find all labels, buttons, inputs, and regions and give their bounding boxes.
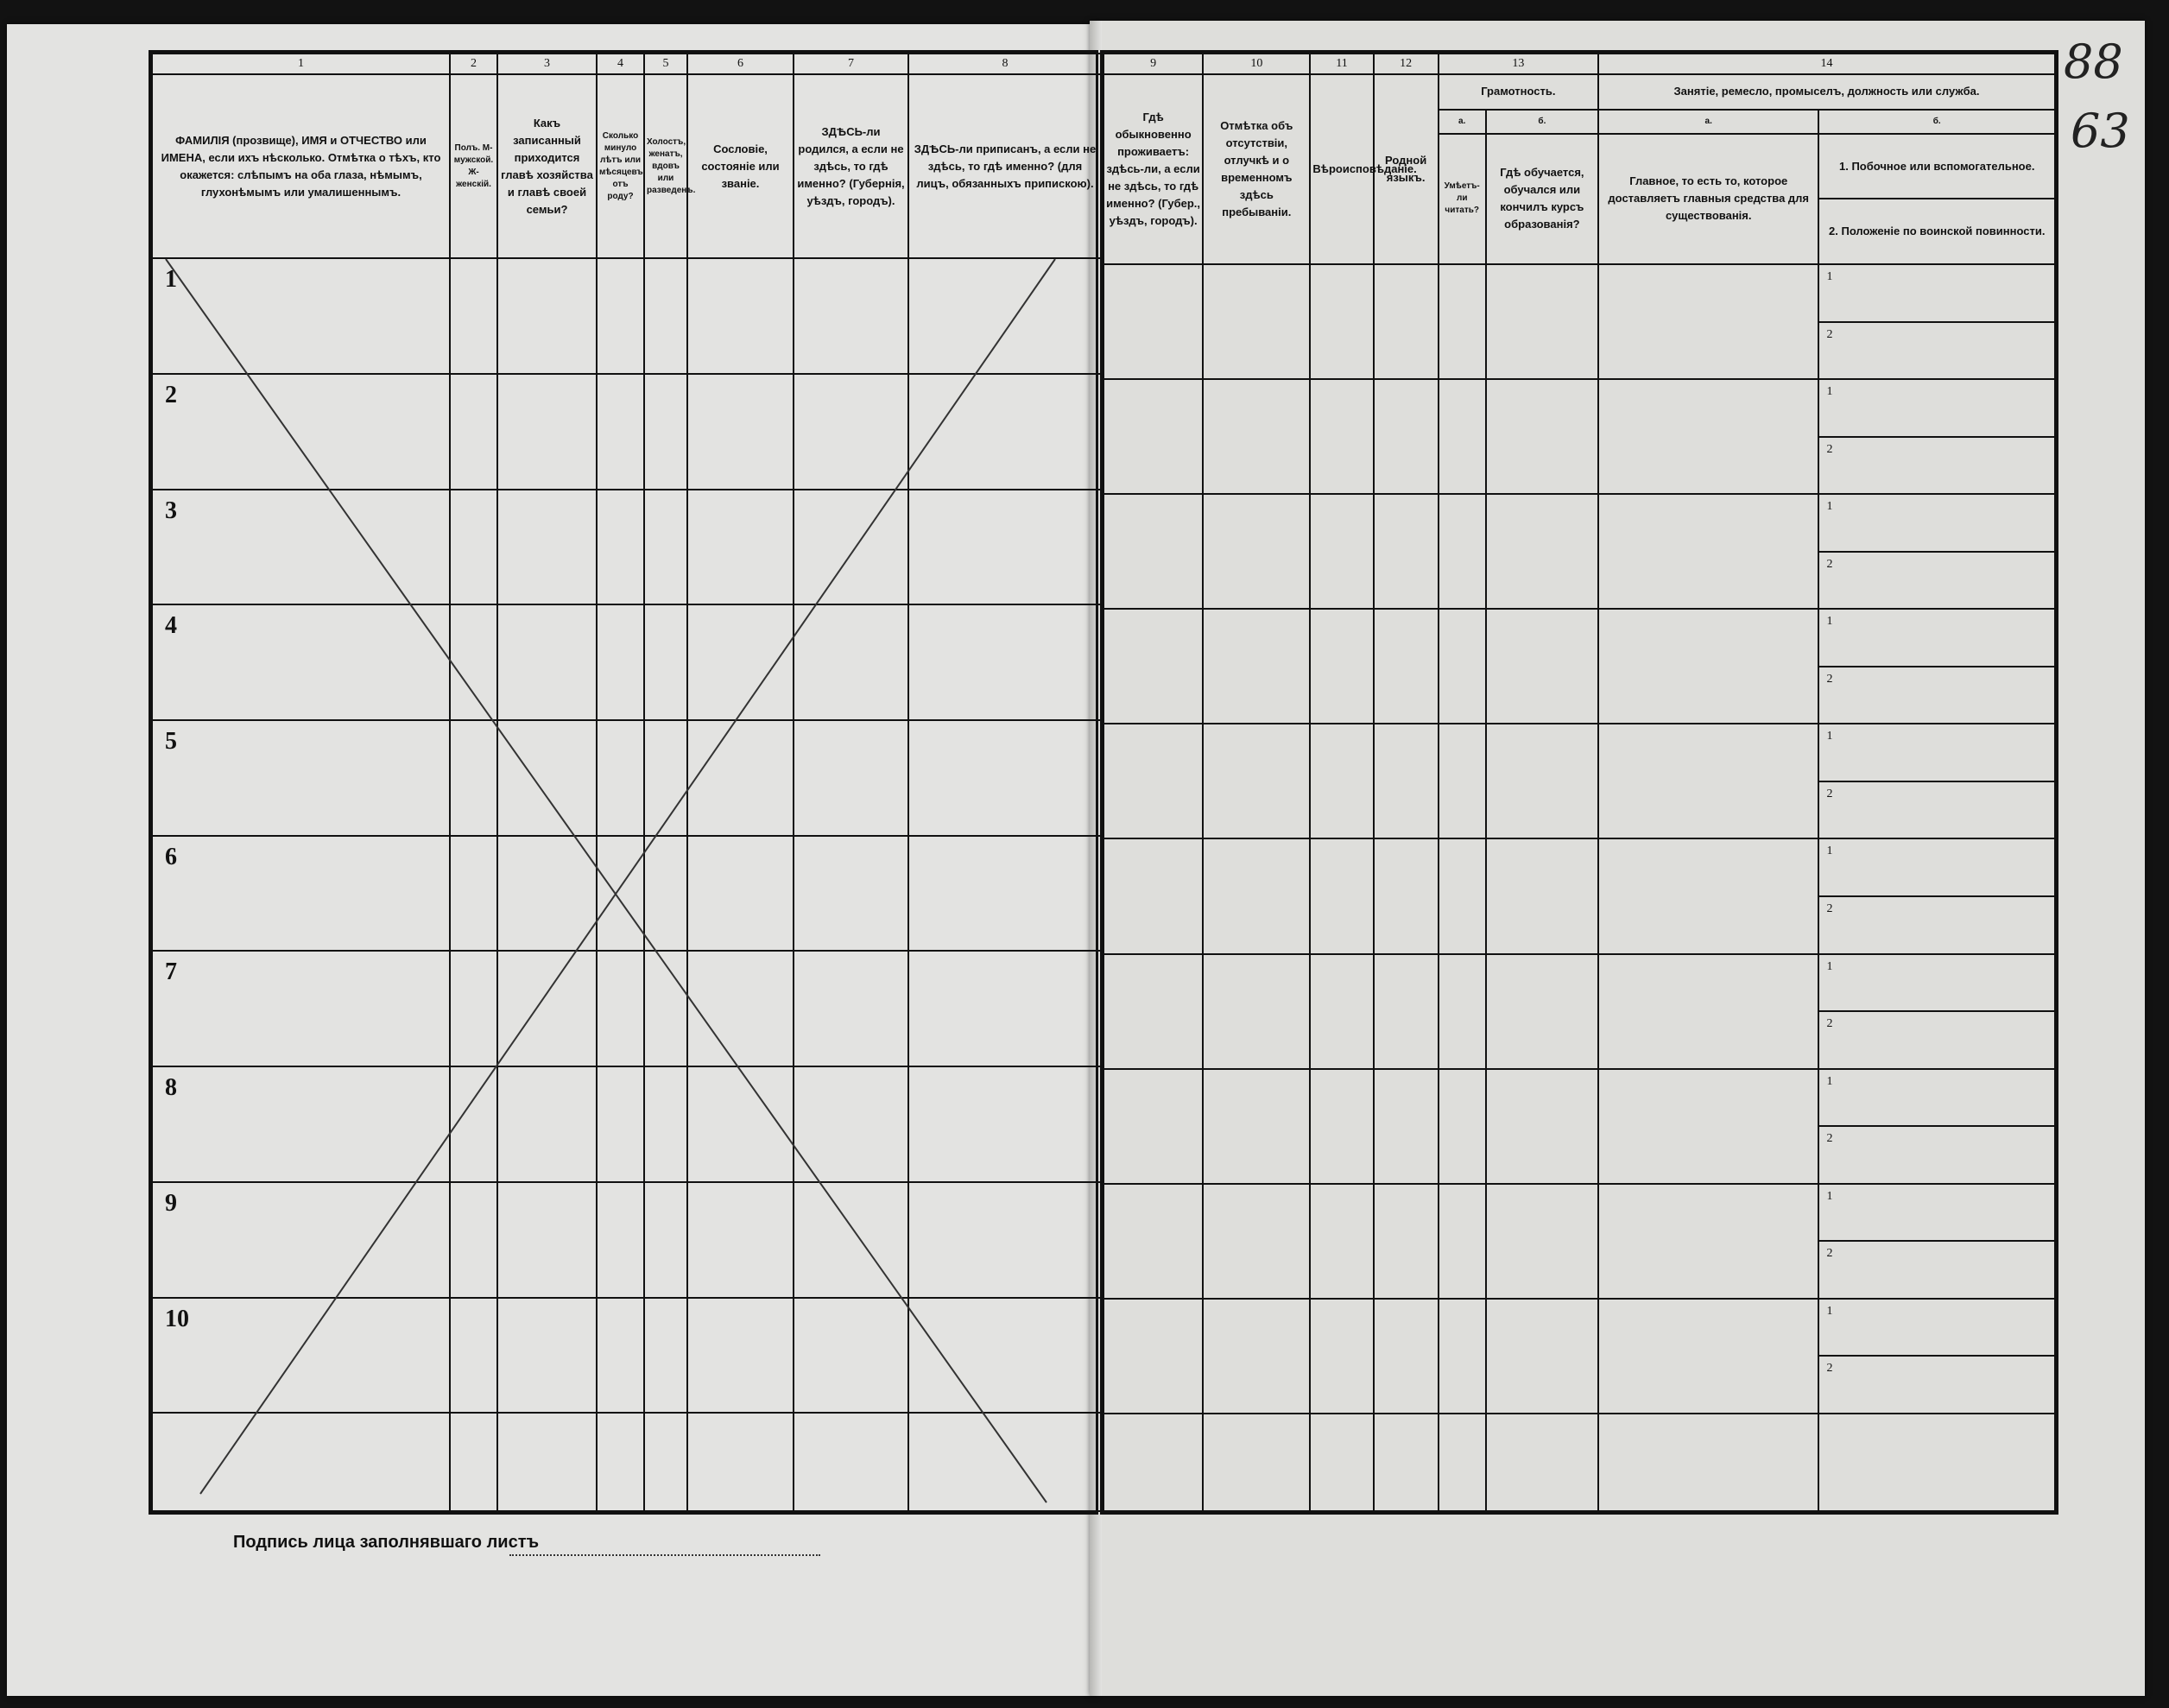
sub-label: 2 — [1826, 557, 1833, 571]
table-row — [1103, 1299, 2055, 1414]
header-name: ФАМИЛІЯ (прозвище), ИМЯ и ОТЧЕСТВО или ИМЕНА, если ихъ нѣсколько. Отмѣтка о тѣхъ, кто окажется: слѣпымъ на оба глаза, нѣмымъ, глухонѣмымъ или умалишеннымъ. — [152, 74, 450, 258]
table-row — [1103, 838, 2055, 953]
col-num-10: 10 — [1203, 54, 1310, 74]
handwritten-page-number: 88 — [2064, 35, 2123, 89]
header-religion: Вѣроисповѣданіе. — [1310, 74, 1373, 264]
header-row-top — [1103, 74, 2055, 109]
col-num-12: 12 — [1374, 54, 1439, 74]
row-number: 2 — [165, 381, 177, 408]
col-num-2: 2 — [450, 54, 497, 74]
header-occupation: Занятіе, ремесло, промыселъ, должность или служба. — [1598, 74, 2055, 109]
sub-label: 2 — [1826, 902, 1833, 915]
header-literacy: Грамотность. — [1439, 74, 1598, 109]
row-number: 7 — [165, 958, 177, 986]
col-num-7: 7 — [794, 54, 908, 74]
sub-label: 1 — [1826, 845, 1833, 858]
sub-label: 1 — [1826, 730, 1833, 743]
sub-label: 2 — [1826, 1247, 1833, 1261]
col-num-5: 5 — [644, 54, 687, 74]
col-num-4: 4 — [597, 54, 644, 74]
table-row — [1103, 1184, 2055, 1299]
col-num-13: 13 — [1439, 54, 1598, 74]
sub-label: 2 — [1826, 1017, 1833, 1031]
signature-label: Подпись лица заполнявшаго листъ — [233, 1533, 540, 1552]
sub-label: 2 — [1826, 787, 1833, 800]
header-registration: ЗДѢСЬ-ли приписанъ, а если не здѣсь, то гдѣ именно? (для лицъ, обязанныхъ припискою). — [908, 74, 1102, 258]
table-row — [1103, 954, 2055, 1069]
signature-line — [509, 1554, 820, 1556]
col-num-6: 6 — [687, 54, 794, 74]
header-birthplace: ЗДѢСЬ-ли родился, а если не здѣсь, то гдѣ именно? (Губернія, уѣздъ, городъ). — [794, 74, 908, 258]
row-number: 8 — [165, 1074, 177, 1102]
header-sex: Полъ. М-мужской. Ж-женскій. — [450, 74, 497, 258]
sub-label: 1 — [1826, 1189, 1833, 1203]
table-row — [1103, 379, 2055, 494]
header-residence: Гдѣ обыкновенно проживаетъ: здѣсь-ли, а если не здѣсь, то гдѣ именно? (Губер., уѣздъ, городъ). — [1103, 74, 1203, 264]
column-number-row — [1103, 54, 2055, 74]
table-row — [1103, 609, 2055, 724]
header-row — [152, 74, 1102, 258]
sub-label: 2 — [1826, 672, 1833, 686]
table-row — [1103, 494, 2055, 609]
sub-label: 1 — [1826, 1304, 1833, 1318]
header-relation: Какъ записанный приходится главѣ хозяйства и главѣ своей семьи? — [497, 74, 597, 258]
sub-label: 1 — [1826, 269, 1833, 283]
header-14b-letter: б. — [1818, 110, 2055, 134]
sub-label: 1 — [1826, 615, 1833, 629]
header-secondary-occupation — [1818, 134, 2055, 264]
cross-out-mark — [149, 242, 1098, 1511]
handwritten-page-number: 63 — [2071, 104, 2130, 158]
header-side-occupation: 1. Побочное или вспомогательное. — [1819, 135, 2054, 200]
row-number: 1 — [165, 266, 177, 294]
header-14a-letter: а. — [1598, 110, 1818, 134]
row-number: 3 — [165, 497, 177, 524]
sub-label: 1 — [1826, 500, 1833, 514]
header-absence: Отмѣтка объ отсутствіи, отлучкѣ и о временномъ здѣсь пребываніи. — [1203, 74, 1310, 264]
header-education: Гдѣ обучается, обучался или кончилъ курсъ образованія? — [1486, 134, 1598, 264]
row-number: 6 — [165, 843, 177, 870]
header-estate: Сословіе, состояніе или званіе. — [687, 74, 794, 258]
header-13b-letter: б. — [1486, 110, 1598, 134]
col-num-11: 11 — [1310, 54, 1373, 74]
table-row — [1103, 264, 2055, 379]
col-num-14: 14 — [1598, 54, 2055, 74]
sub-label: 2 — [1826, 442, 1833, 456]
sub-label: 2 — [1826, 327, 1833, 341]
header-main-occupation: Главное, то есть то, которое доставляетъ главныя средства для существованія. — [1598, 134, 1818, 264]
sub-label: 2 — [1826, 1132, 1833, 1146]
table-row — [1103, 1414, 2055, 1511]
header-13a-letter: а. — [1439, 110, 1486, 134]
header-language: Родной языкъ. — [1374, 74, 1439, 264]
header-age: Сколько минуло лѣтъ или мѣсяцевъ отъ роду? — [597, 74, 644, 258]
col-num-8: 8 — [908, 54, 1102, 74]
col-num-1: 1 — [152, 54, 450, 74]
sub-label: 1 — [1826, 1074, 1833, 1088]
row-number: 4 — [165, 612, 177, 640]
table-row — [1103, 724, 2055, 838]
table-row — [1103, 1069, 2055, 1184]
right-census-table — [1100, 50, 2058, 1515]
row-number: 5 — [165, 728, 177, 756]
sub-label: 1 — [1826, 385, 1833, 399]
row-number: 9 — [165, 1189, 177, 1217]
col-num-9: 9 — [1103, 54, 1203, 74]
header-can-read: Умѣетъ-ли читать? — [1439, 134, 1486, 264]
sub-label: 1 — [1826, 959, 1833, 973]
header-marital: Холостъ, женатъ, вдовъ или разведенъ. — [644, 74, 687, 258]
row-number: 10 — [165, 1305, 189, 1332]
col-num-3: 3 — [497, 54, 597, 74]
column-number-row — [152, 54, 1102, 74]
header-military-status: 2. Положеніе по воинской повинности. — [1829, 225, 2046, 238]
sub-label: 2 — [1826, 1362, 1833, 1376]
